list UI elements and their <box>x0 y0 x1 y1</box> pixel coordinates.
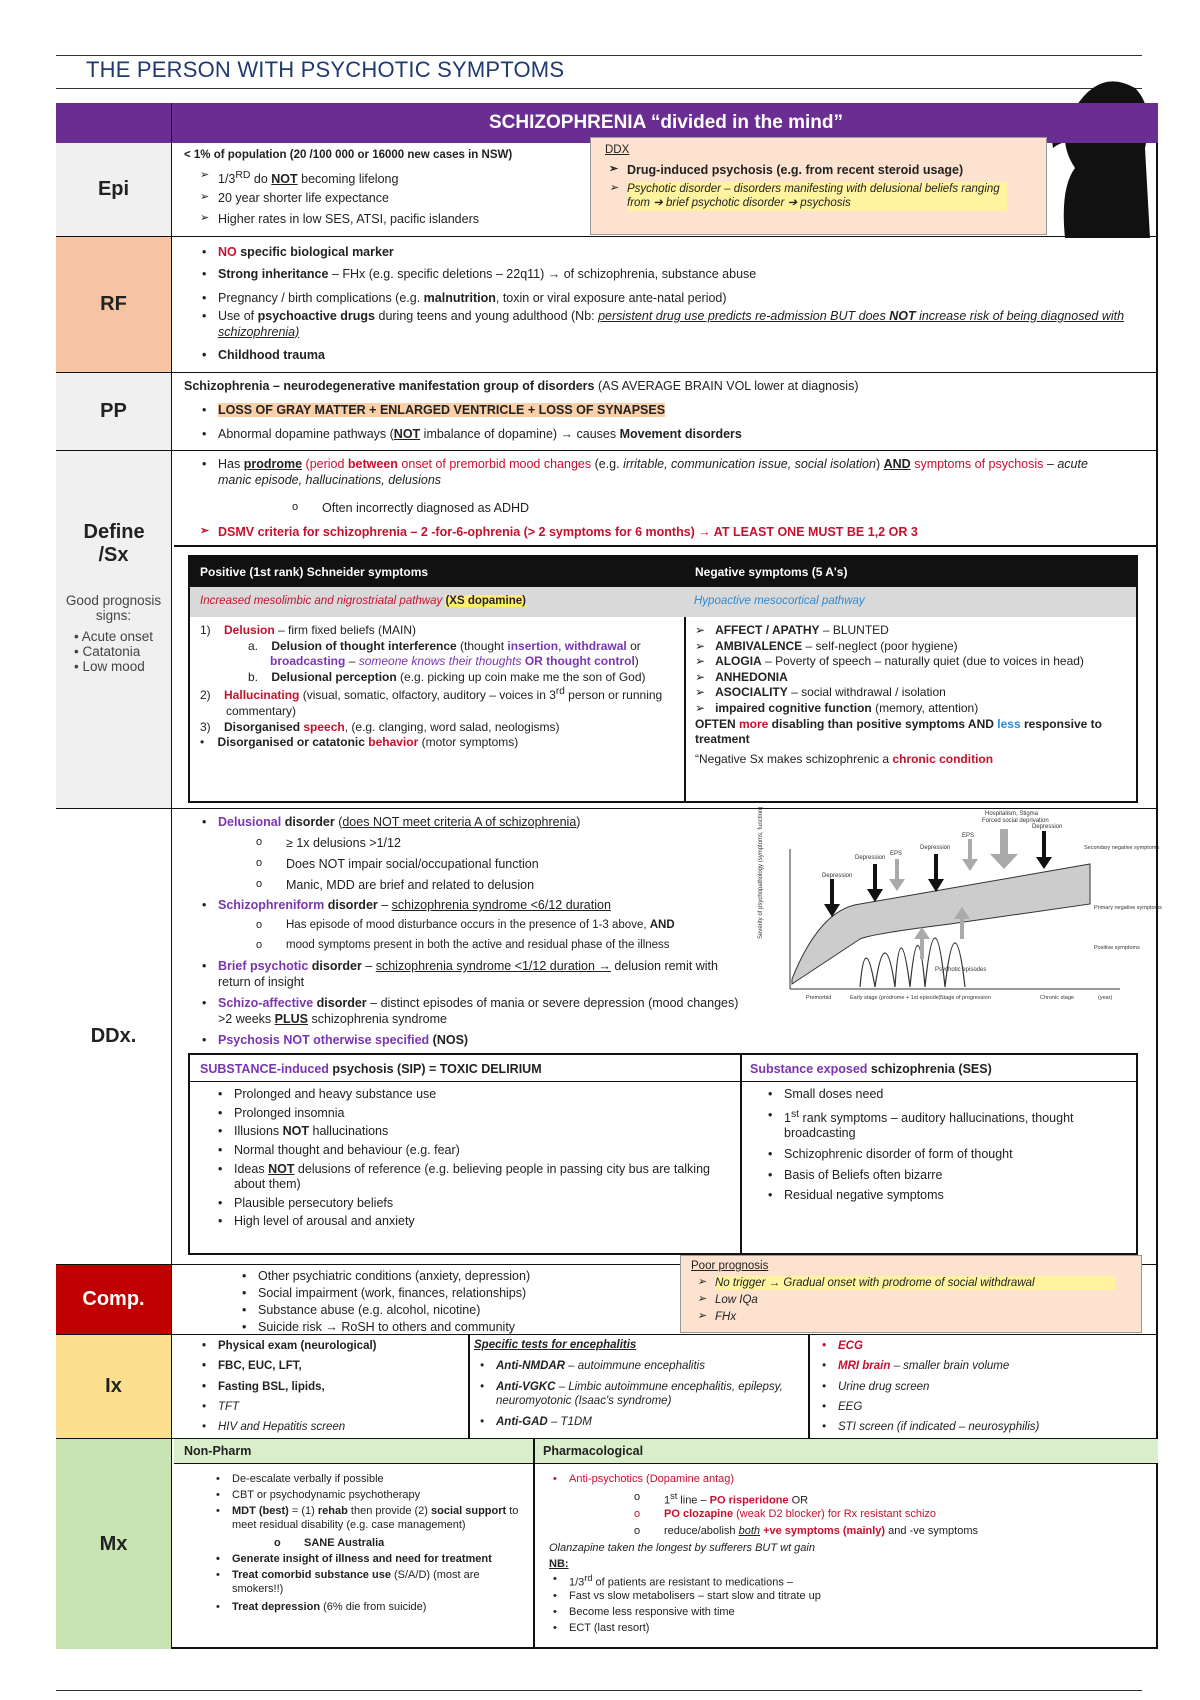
label-mx: Mx <box>56 1439 172 1649</box>
graph-xtick: Premorbid <box>806 995 832 1001</box>
ix-col3-item: • Urine drug screen <box>838 1380 929 1394</box>
mx-np-item: • Treat comorbid substance use (S/A/D) (most are smokers!!) <box>232 1569 522 1597</box>
epi-item-2: ➢ 20 year shorter life expectance <box>218 191 389 207</box>
pos-item-3: 3) Disorganised speech, (e.g. clanging, word salad, neologisms) <box>200 719 560 734</box>
ix-col3-item: • STI screen (if indicated – neurosyphilis) <box>838 1420 1039 1434</box>
epi-line1: < 1% of population (20 /100 000 or 16000 new cases in NSW) <box>184 149 513 161</box>
ses-item: • Schizophrenic disorder of form of thought <box>784 1147 1134 1163</box>
graph-label: EPS <box>962 833 975 839</box>
ix-col2-title: Specific tests for encephalitis <box>474 1339 637 1351</box>
label-ix: Ix <box>56 1335 172 1438</box>
graph-label: Depression <box>822 873 853 879</box>
epi-ddx-1: ➢ Drug-induced psychosis (e.g. from recent steroid usage) <box>627 163 963 179</box>
mx-divider <box>533 1439 535 1649</box>
ix-col1-item: • TFT <box>218 1400 239 1414</box>
poor-item: ➢ FHx <box>715 1310 736 1324</box>
epi-ddx-2: ➢ Psychotic disorder – disorders manifesting with delusional beliefs ranging from ➔ brief psychotic disorder ➔ psychosis <box>627 182 1007 211</box>
mx-np-item: • CBT or psychodynamic psychotherapy <box>232 1489 420 1503</box>
graph-xlabel: (year) <box>1098 995 1113 1001</box>
pos-list <box>200 623 670 751</box>
mx-np-item: • Treat depression (6% die from suicide) <box>232 1601 426 1615</box>
comp-item: • Substance abuse (e.g. alcohol, nicotine) <box>258 1303 480 1319</box>
neg-item: ➢ AMBIVALENCE – self-neglect (poor hygiene) <box>695 638 958 653</box>
rf-item-1: • NO specific biological marker <box>218 245 394 261</box>
ses-head: Substance exposed schizophrenia (SES) <box>750 1062 992 1076</box>
header-title: SCHIZOPHRENIA “divided in the mind” <box>489 112 843 133</box>
mx-nb-item: • ECT (last resort) <box>569 1622 649 1636</box>
graph-label: Depression <box>920 845 951 851</box>
good-prognosis-title: Good prognosis signs: <box>65 593 162 623</box>
graph-label: EPS <box>890 851 903 857</box>
ix-col1-item: • Fasting BSL, lipids, <box>218 1380 325 1394</box>
ddx-delusional-sub: o Manic, MDD are brief and related to delusion <box>286 878 534 892</box>
mx-np-head-bar <box>174 1439 533 1464</box>
pos-head: Positive (1st rank) Schneider symptoms <box>200 565 429 579</box>
pp-line3: • Abnormal dopamine pathways (NOT imbalance of dopamine) → causes Movement disorders <box>218 427 742 443</box>
comp-item: • Suicide risk → RoSH to others and community <box>258 1320 515 1336</box>
sip-item: • High level of arousal and anxiety <box>234 1214 744 1230</box>
pos-item-2: 2) Hallucinating (visual, somatic, olfactory, auditory – voices in 3rd person or running commentary) <box>200 686 663 718</box>
mx-ph-sub: o reduce/abolish both +ve symptoms (mainly) and -ve symptoms <box>664 1525 978 1537</box>
poor-item: ➢ No trigger → Gradual onset with prodrome of social withdrawal <box>715 1276 1115 1290</box>
row-ddx <box>56 806 1162 1265</box>
sip-item: • Prolonged and heavy substance use <box>234 1087 744 1103</box>
sip-head: SUBSTANCE-induced psychosis (SIP) = TOXIC DELIRIUM <box>200 1062 542 1076</box>
ix-col3-item: • EEG <box>838 1400 862 1414</box>
mx-nb-item: • Become less responsive with time <box>569 1606 735 1620</box>
label-define-text: Define /Sx <box>83 521 145 566</box>
comp-item: • Other psychiatric conditions (anxiety, depression) <box>258 1269 530 1285</box>
rf-item-4: • Use of psychoactive drugs during teens and young adulthood (Nb: persistent drug use predicts re-admission BUT does NOT increase risk of being diagnosed with schizophrenia) <box>218 309 1138 340</box>
graph-psychotic-episodes <box>860 938 965 987</box>
mx-np-item: • MDT (best) = (1) rehab then provide (2) social support to meet residual disability (e.g. case management) <box>232 1505 522 1533</box>
neg-item: ➢ ANHEDONIA <box>695 669 788 684</box>
sip-item: • Ideas NOT delusions of reference (e.g. believing people in passing city bus are talking about them) <box>234 1162 744 1193</box>
ix-divider-1 <box>468 1335 470 1438</box>
epi-item-3: ➢ Higher rates in low SES, ATSI, pacific islanders <box>218 212 479 228</box>
sip-item: • Normal thought and behaviour (e.g. fear) <box>234 1143 744 1159</box>
mx-np-head: Non-Pharm <box>184 1444 252 1458</box>
mx-nb: NB: <box>549 1558 569 1570</box>
pos-item-1b: b. Delusional perception (e.g. picking up coin make me the son of God) <box>248 669 646 684</box>
title-rule <box>56 88 1142 89</box>
ix-col2-item: • Anti-NMDAR – autoimmune encephalitis <box>496 1359 705 1373</box>
rf-item-2: • Strong inheritance – FHx (e.g. specific deletions – 22q11) → of schizophrenia, substance abuse <box>218 267 756 283</box>
neg-path-bar <box>684 587 1136 617</box>
pp-line2: • LOSS OF GRAY MATTER + ENLARGED VENTRICLE + LOSS OF SYNAPSES <box>218 403 665 419</box>
graph-xtick: Stage of progression <box>940 995 991 1001</box>
pos-item-1: 1) Delusion – firm fixed beliefs (MAIN) <box>200 623 417 637</box>
sip-item: • Prolonged insomnia <box>234 1106 744 1122</box>
good-prognosis-item: • Catatonia <box>73 644 141 659</box>
ix-col2-item: • Anti-VGKC – Limbic autoimmune encephalitis, epilepsy, neuromyotonic (Isaac's syndrome) <box>496 1380 786 1409</box>
illness-course-graph <box>750 806 1162 1009</box>
define-prodrome: • Has prodrome (period between onset of premorbid mood changes (e.g. irritable, communication issue, social isolation) AND symptoms of psychosis – acute manic episode, hallucinations, delusions <box>218 457 1118 488</box>
mx-np-item: o SANE Australia <box>304 1537 384 1549</box>
graph-label: Depression <box>855 855 886 861</box>
ix-col1-item: • Physical exam (neurological) <box>218 1339 377 1353</box>
ses-item: • 1st rank symptoms – auditory hallucinations, thought broadcasting <box>784 1108 1134 1142</box>
ddx-affective: • Schizo-affective disorder – distinct episodes of mania or severe depression (mood changes) >2 weeks PLUS schizophrenia syndrome <box>218 996 748 1027</box>
symptoms-header <box>190 557 1136 587</box>
poor-title: Poor prognosis <box>691 1260 769 1272</box>
pos-path-bar <box>190 587 685 617</box>
symptoms-col-divider <box>684 617 686 801</box>
neg-list <box>695 623 1115 767</box>
graph-label: Primary negative symptoms <box>1094 905 1162 911</box>
ddx-brief: • Brief psychotic disorder – schizophrenia syndrome <1/12 duration → delusion remit with return of insight <box>218 959 748 990</box>
ix-col3-item: • MRI brain – smaller brain volume <box>838 1359 1009 1373</box>
ses-item: • Residual negative symptoms <box>784 1188 1134 1204</box>
neg-head: Negative symptoms (5 A's) <box>695 565 848 579</box>
pos-item-1a: a. Delusion of thought interference (thought insertion, withdrawal or broadcasting – someone knows their thoughts OR thought control) <box>248 638 641 669</box>
mx-ph-head-bar <box>533 1439 1158 1464</box>
ddx-sf-sub-2: o mood symptoms present in both the active and residual phase of the illness <box>286 939 670 951</box>
mx-ph-head: Pharmacological <box>543 1444 644 1458</box>
label-define <box>56 451 172 808</box>
sip-list <box>220 1087 730 1230</box>
good-prognosis-item: • Low mood <box>73 659 145 674</box>
ix-col1-item: • HIV and Hepatitis screen <box>218 1420 345 1434</box>
define-dsmv: ➢ DSMV criteria for schizophrenia – 2 -for-6-ophrenia (> 2 symptoms for 6 months) → AT LEAST ONE MUST BE 1,2 OR 3 <box>218 525 918 541</box>
ddx-delusional-sub: o ≥ 1x delusions >1/12 <box>286 836 401 850</box>
epi-item-1: ➢ 1/3RD do NOT becoming lifelong <box>218 169 398 188</box>
row-ix <box>56 1335 1158 1439</box>
mx-np-item: • Generate insight of illness and need for treatment <box>232 1553 492 1567</box>
comp-item: • Social impairment (work, finances, relationships) <box>258 1286 526 1302</box>
label-ddx: DDx. <box>56 809 172 1264</box>
label-epi: Epi <box>56 143 172 236</box>
neg-item: ➢ ALOGIA – Poverty of speech – naturally quiet (due to voices in head) <box>695 654 1084 669</box>
mx-np-item: • De-escalate verbally if possible <box>232 1473 384 1487</box>
rf-item-5: • Childhood trauma <box>218 348 325 364</box>
ddx-sf-sub-1: o Has episode of mood disturbance occurs in the presence of 1-3 above, AND <box>286 919 675 931</box>
mx-nb-item: • 1/3rd of patients are resistant to medications – <box>569 1573 793 1590</box>
row-mx <box>56 1439 1158 1649</box>
bottom-rule <box>56 1690 1142 1691</box>
graph-label: Positive symptoms <box>1094 945 1140 951</box>
graph-label: Depression <box>1032 824 1063 830</box>
pp-line1: Schizophrenia – neurodegenerative manifestation group of disorders (AS AVERAGE BRAIN VOL lower at diagnosis) <box>184 379 859 393</box>
define-adhd: o Often incorrectly diagnosed as ADHD <box>322 501 529 515</box>
graph-xtick: Early stage (prodrome + 1st episode) <box>850 995 941 1001</box>
ses-item: • Small doses need <box>784 1087 1134 1103</box>
ix-col1-item: • FBC, EUC, LFT, <box>218 1359 302 1373</box>
neg-item: ➢ AFFECT / APATHY – BLUNTED <box>695 623 889 637</box>
ses-list <box>770 1087 1120 1204</box>
poor-item: ➢ Low IQa <box>715 1293 758 1307</box>
sip-item: • Illusions NOT hallucinations <box>234 1124 744 1140</box>
label-rf: RF <box>56 237 172 372</box>
pos-item-4: • Disorganised or catatonic behavior (motor symptoms) <box>200 735 519 750</box>
ses-item: • Basis of Beliefs often bizarre <box>784 1168 1134 1184</box>
top-rule <box>56 55 1142 56</box>
graph-label: Psychotic episodes <box>935 967 987 973</box>
graph-label: Hospitalism, Stigma <box>985 811 1039 817</box>
row-rf <box>56 237 1158 373</box>
page-title: THE PERSON WITH PSYCHOTIC SYMPTOMS <box>86 57 565 82</box>
good-prognosis-list <box>74 629 153 674</box>
label-comp: Comp. <box>56 1265 172 1334</box>
ix-col2-item: • Anti-GAD – T1DM <box>496 1415 592 1429</box>
graph-label: Forced social deprivation <box>982 818 1049 824</box>
epi-ddx-box <box>590 137 1047 235</box>
neg-path: Hypoactive mesocortical pathway <box>694 595 865 607</box>
ddx-schizophreniform: • Schizophreniform disorder – schizophrenia syndrome <6/12 duration <box>218 898 611 914</box>
graph-ylabel: Severity of psychopathology (symptoms, function) <box>758 806 764 939</box>
sip-ses-head-rule <box>190 1081 1136 1082</box>
sip-ses-table <box>188 1053 1138 1255</box>
mx-nb-item: • Fast vs slow metabolisers – start slow and titrate up <box>569 1590 821 1604</box>
label-pp: PP <box>56 373 172 450</box>
ix-divider-2 <box>808 1335 810 1438</box>
graph-label: Secondary negative symptoms <box>1084 845 1160 851</box>
neg-note2: “Negative Sx makes schizophrenic a chronic condition <box>695 751 994 766</box>
rf-item-3: • Pregnancy / birth complications (e.g. malnutrition, toxin or viral exposure ante-natal period) <box>218 291 727 307</box>
graph-xtick: Chronic stage <box>1040 995 1074 1001</box>
mx-ph-sub: o PO clozapine (weak D2 blocker) for Rx resistant schizo <box>664 1508 936 1520</box>
poor-prognosis-box <box>680 1255 1142 1333</box>
pos-path: Increased mesolimbic and nigrostriatal pathway (XS dopamine) <box>200 595 526 607</box>
define-divider <box>174 545 1158 547</box>
symptoms-table <box>188 555 1138 803</box>
ddx-delusional-sub: o Does NOT impair social/occupational function <box>286 857 539 871</box>
neg-note: OFTEN more disabling than positive symptoms AND less responsive to treatment <box>695 716 1102 747</box>
row-define <box>56 451 1158 809</box>
mx-olanz: Olanzapine taken the longest by sufferers BUT wt gain <box>549 1542 815 1554</box>
sip-item: • Plausible persecutory beliefs <box>234 1196 744 1212</box>
epi-ddx-label: DDX <box>605 144 630 156</box>
neg-item: ➢ impaired cognitive function (memory, attention) <box>695 700 979 715</box>
ddx-delusional: • Delusional disorder (does NOT meet criteria A of schizophrenia) <box>218 815 580 831</box>
neg-item: ➢ ASOCIALITY – social withdrawal / isolation <box>695 685 946 700</box>
ix-col3-item: • ECG <box>838 1339 863 1353</box>
ddx-nos: • Psychosis NOT otherwise specified (NOS) <box>218 1033 468 1049</box>
row-pp <box>56 373 1158 451</box>
mx-ph-1: • Anti-psychotics (Dopamine antag) <box>569 1473 734 1487</box>
mx-ph-sub: o 1st line – PO risperidone OR <box>664 1491 808 1507</box>
good-prognosis-item: • Acute onset <box>73 629 154 644</box>
